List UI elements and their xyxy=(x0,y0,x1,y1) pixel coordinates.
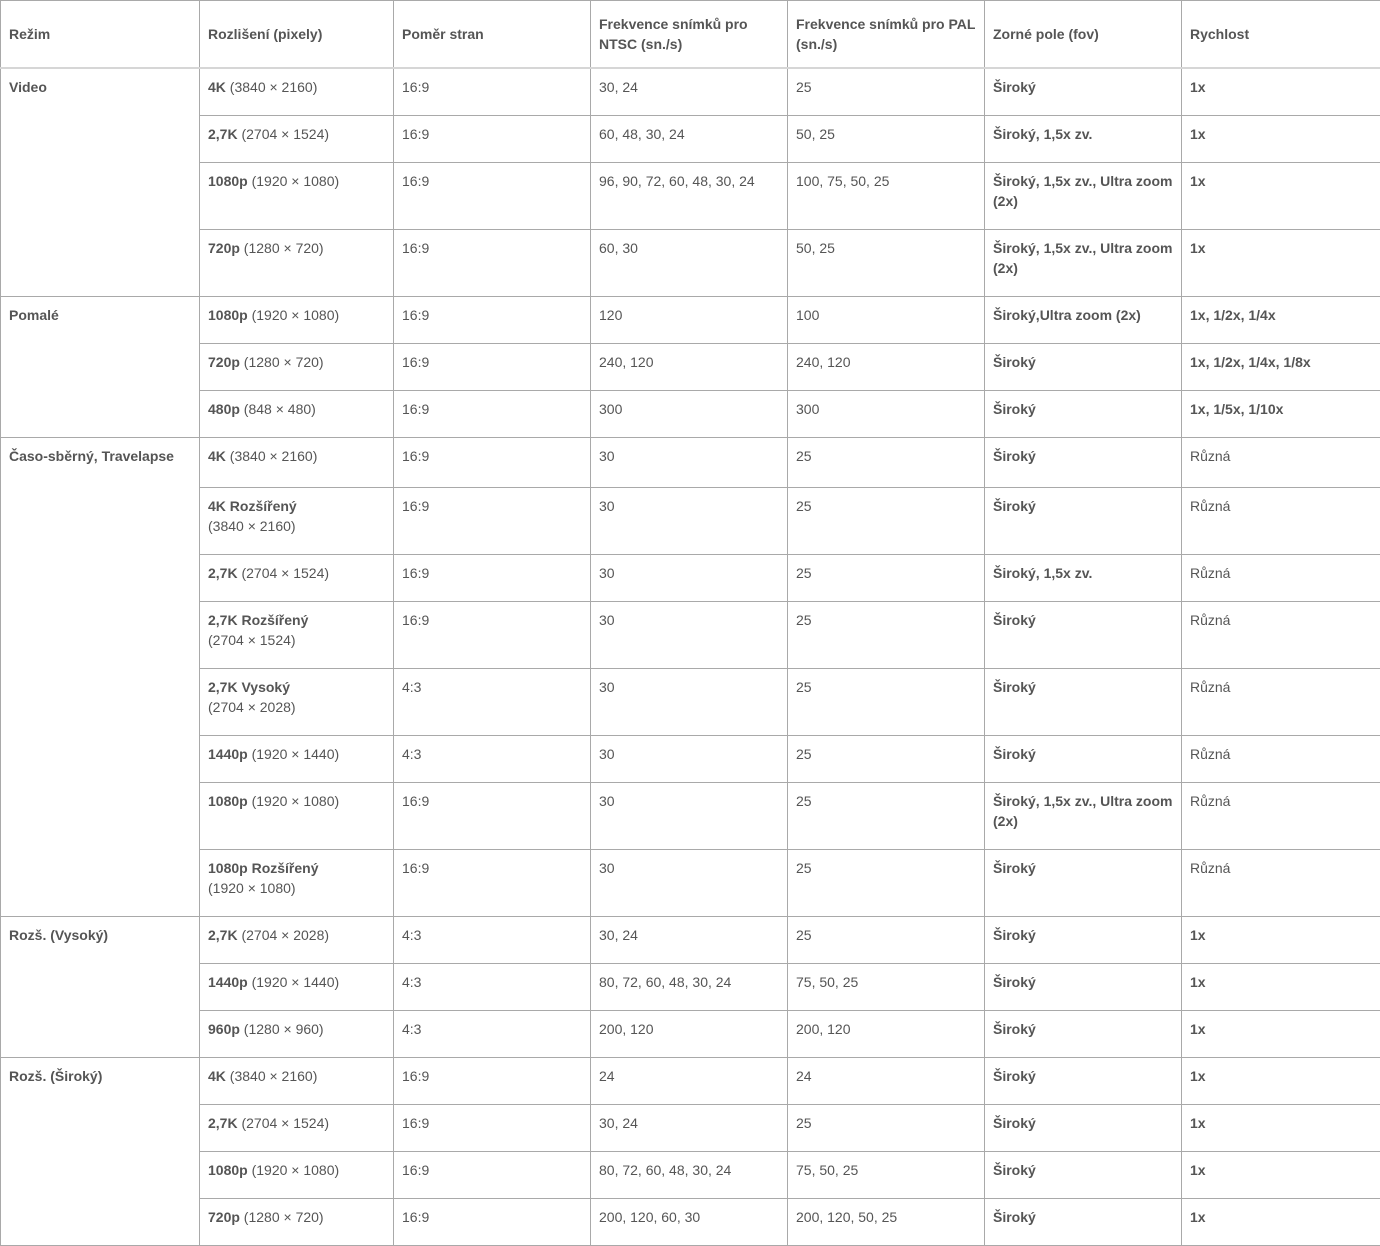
ntsc-fps-cell: 96, 90, 72, 60, 48, 30, 24 xyxy=(591,162,788,229)
ntsc-fps-cell: 30 xyxy=(591,735,788,782)
ntsc-fps-cell: 30 xyxy=(591,849,788,916)
resolution-name: 2,7K xyxy=(208,1114,238,1131)
resolution-cell xyxy=(200,229,394,296)
table-row xyxy=(1,343,1380,390)
header-aspect-ratio: Poměr stran xyxy=(394,1,591,69)
table-row xyxy=(1,115,1380,162)
resolution-name: 2,7K xyxy=(208,125,238,142)
resolution-name: 4K Rozšířený xyxy=(208,497,297,514)
resolution-cell xyxy=(200,343,394,390)
speed-cell: 1x xyxy=(1182,963,1380,1010)
resolution-pixels: (2704 × 1524) xyxy=(237,564,330,581)
ntsc-fps-cell: 240, 120 xyxy=(591,343,788,390)
resolution-name: 720p xyxy=(208,239,240,256)
aspect-ratio-cell: 4:3 xyxy=(394,1010,591,1057)
pal-fps-cell: 75, 50, 25 xyxy=(788,1151,985,1198)
resolution-name: 2,7K xyxy=(208,564,238,581)
resolution-pixels: (1280 × 720) xyxy=(239,1208,324,1225)
pal-fps-cell: 50, 25 xyxy=(788,115,985,162)
table-row xyxy=(1,1198,1380,1245)
resolution-cell xyxy=(200,1104,394,1151)
fov-cell: Široký xyxy=(985,437,1182,487)
aspect-ratio-cell: 4:3 xyxy=(394,916,591,963)
resolution-pixels: (848 × 480) xyxy=(239,400,316,417)
resolution-name: 4K xyxy=(208,1067,226,1084)
ntsc-fps-cell: 80, 72, 60, 48, 30, 24 xyxy=(591,963,788,1010)
resolution-name: 1080p xyxy=(208,306,248,323)
resolution-cell xyxy=(200,668,394,735)
resolution-name: 720p xyxy=(208,353,240,370)
speed-cell: 1x, 1/2x, 1/4x, 1/8x xyxy=(1182,343,1380,390)
resolution-cell xyxy=(200,115,394,162)
table-row xyxy=(1,1010,1380,1057)
speed-cell: Různá xyxy=(1182,601,1380,668)
header-speed: Rychlost xyxy=(1182,1,1380,69)
pal-fps-cell: 75, 50, 25 xyxy=(788,963,985,1010)
fov-cell: Široký, 1,5x zv., Ultra zoom (2x) xyxy=(985,162,1182,229)
resolution-pixels: (2704 × 2028) xyxy=(237,926,330,943)
resolution-cell xyxy=(200,916,394,963)
aspect-ratio-cell: 16:9 xyxy=(394,437,591,487)
resolution-cell xyxy=(200,1151,394,1198)
speed-cell: Různá xyxy=(1182,735,1380,782)
pal-fps-cell: 25 xyxy=(788,782,985,849)
speed-cell: 1x xyxy=(1182,1010,1380,1057)
pal-fps-cell: 240, 120 xyxy=(788,343,985,390)
resolution-pixels: (1920 × 1440) xyxy=(247,745,340,762)
fov-cell: Široký xyxy=(985,849,1182,916)
table-row xyxy=(1,437,1380,487)
table-row xyxy=(1,554,1380,601)
resolution-pixels: (2704 × 1524) xyxy=(237,125,330,142)
resolution-cell xyxy=(200,390,394,437)
speed-cell: 1x xyxy=(1182,916,1380,963)
ntsc-fps-cell: 30 xyxy=(591,487,788,554)
resolution-pixels: (3840 × 2160) xyxy=(225,1067,318,1084)
resolution-pixels: (3840 × 2160) xyxy=(208,517,296,534)
pal-fps-cell: 24 xyxy=(788,1057,985,1104)
pal-fps-cell: 200, 120 xyxy=(788,1010,985,1057)
mode-cell: Pomalé xyxy=(1,296,200,437)
speed-cell: 1x xyxy=(1182,68,1380,115)
resolution-name: 1080p xyxy=(208,1161,248,1178)
aspect-ratio-cell: 4:3 xyxy=(394,963,591,1010)
ntsc-fps-cell: 60, 30 xyxy=(591,229,788,296)
resolution-name: 960p xyxy=(208,1020,240,1037)
ntsc-fps-cell: 30 xyxy=(591,554,788,601)
aspect-ratio-cell: 16:9 xyxy=(394,782,591,849)
header-ntsc-fps: Frekvence snímků pro NTSC (sn./s) xyxy=(591,1,788,69)
resolution-pixels: (1920 × 1080) xyxy=(247,1161,340,1178)
table-row xyxy=(1,735,1380,782)
resolution-cell xyxy=(200,782,394,849)
ntsc-fps-cell: 200, 120 xyxy=(591,1010,788,1057)
ntsc-fps-cell: 60, 48, 30, 24 xyxy=(591,115,788,162)
aspect-ratio-cell: 16:9 xyxy=(394,115,591,162)
pal-fps-cell: 25 xyxy=(788,916,985,963)
fov-cell: Široký xyxy=(985,916,1182,963)
header-pal-fps: Frekvence snímků pro PAL (sn./s) xyxy=(788,1,985,69)
fov-cell: Široký xyxy=(985,1104,1182,1151)
header-mode: Režim xyxy=(1,1,200,69)
resolution-name: 1080p xyxy=(208,792,248,809)
resolution-pixels: (2704 × 1524) xyxy=(208,631,296,648)
fov-cell: Široký xyxy=(985,68,1182,115)
speed-cell: 1x xyxy=(1182,115,1380,162)
pal-fps-cell: 25 xyxy=(788,849,985,916)
ntsc-fps-cell: 30 xyxy=(591,782,788,849)
pal-fps-cell: 25 xyxy=(788,601,985,668)
ntsc-fps-cell: 120 xyxy=(591,296,788,343)
resolution-pixels: (3840 × 2160) xyxy=(225,447,318,464)
fov-cell: Široký, 1,5x zv. xyxy=(985,115,1182,162)
fov-cell: Široký xyxy=(985,1010,1182,1057)
pal-fps-cell: 25 xyxy=(788,487,985,554)
pal-fps-cell: 25 xyxy=(788,437,985,487)
resolution-name: 2,7K xyxy=(208,926,238,943)
resolution-name: 1080p xyxy=(208,172,248,189)
table-row xyxy=(1,668,1380,735)
resolution-pixels: (3840 × 2160) xyxy=(225,79,318,95)
table-row xyxy=(1,296,1380,343)
resolution-cell xyxy=(200,162,394,229)
ntsc-fps-cell: 200, 120, 60, 30 xyxy=(591,1198,788,1245)
table-row xyxy=(1,916,1380,963)
fov-cell: Široký xyxy=(985,735,1182,782)
ntsc-fps-cell: 30 xyxy=(591,668,788,735)
resolution-name: 2,7K Vysoký xyxy=(208,678,290,695)
pal-fps-cell: 100, 75, 50, 25 xyxy=(788,162,985,229)
aspect-ratio-cell: 16:9 xyxy=(394,1198,591,1245)
resolution-cell xyxy=(200,963,394,1010)
header-resolution: Rozlišení (pixely) xyxy=(200,1,394,69)
aspect-ratio-cell: 4:3 xyxy=(394,668,591,735)
aspect-ratio-cell: 16:9 xyxy=(394,1151,591,1198)
table-row xyxy=(1,1151,1380,1198)
pal-fps-cell: 100 xyxy=(788,296,985,343)
speed-cell: Různá xyxy=(1182,849,1380,916)
aspect-ratio-cell: 16:9 xyxy=(394,487,591,554)
resolution-pixels: (1280 × 960) xyxy=(239,1020,324,1037)
resolution-name: 4K xyxy=(208,447,226,464)
aspect-ratio-cell: 16:9 xyxy=(394,554,591,601)
resolution-name: 4K xyxy=(208,79,226,95)
aspect-ratio-cell: 16:9 xyxy=(394,68,591,115)
speed-cell: Různá xyxy=(1182,554,1380,601)
fov-cell: Široký xyxy=(985,343,1182,390)
pal-fps-cell: 25 xyxy=(788,668,985,735)
table-row xyxy=(1,601,1380,668)
resolution-cell xyxy=(200,68,394,115)
table-row xyxy=(1,229,1380,296)
speed-cell: 1x, 1/2x, 1/4x xyxy=(1182,296,1380,343)
fov-cell: Široký xyxy=(985,1198,1182,1245)
speed-cell: 1x xyxy=(1182,1151,1380,1198)
ntsc-fps-cell: 30, 24 xyxy=(591,916,788,963)
mode-cell: Časo-sběrný, Travelapse xyxy=(1,437,200,916)
aspect-ratio-cell: 4:3 xyxy=(394,735,591,782)
pal-fps-cell: 25 xyxy=(788,735,985,782)
speed-cell: Různá xyxy=(1182,487,1380,554)
resolution-cell xyxy=(200,487,394,554)
header-fov: Zorné pole (fov) xyxy=(985,1,1182,69)
resolution-cell xyxy=(200,735,394,782)
pal-fps-cell: 25 xyxy=(788,554,985,601)
table-row xyxy=(1,390,1380,437)
ntsc-fps-cell: 30, 24 xyxy=(591,1104,788,1151)
fov-cell: Široký xyxy=(985,668,1182,735)
speed-cell: Různá xyxy=(1182,668,1380,735)
fov-cell: Široký, 1,5x zv. xyxy=(985,554,1182,601)
table-row xyxy=(1,849,1380,916)
aspect-ratio-cell: 16:9 xyxy=(394,390,591,437)
resolution-cell xyxy=(200,1198,394,1245)
ntsc-fps-cell: 30 xyxy=(591,601,788,668)
fov-cell: Široký, 1,5x zv., Ultra zoom (2x) xyxy=(985,782,1182,849)
ntsc-fps-cell: 24 xyxy=(591,1057,788,1104)
speed-cell: 1x xyxy=(1182,229,1380,296)
resolution-pixels: (2704 × 1524) xyxy=(237,1114,330,1131)
speed-cell: 1x, 1/5x, 1/10x xyxy=(1182,390,1380,437)
mode-cell: Rozš. (Vysoký) xyxy=(1,916,200,1057)
fov-cell: Široký, 1,5x zv., Ultra zoom (2x) xyxy=(985,229,1182,296)
fov-cell: Široký xyxy=(985,1151,1182,1198)
resolution-cell xyxy=(200,554,394,601)
ntsc-fps-cell: 30 xyxy=(591,437,788,487)
aspect-ratio-cell: 16:9 xyxy=(394,1104,591,1151)
table-body xyxy=(1,68,1380,1245)
resolution-cell xyxy=(200,849,394,916)
resolution-pixels: (2704 × 2028) xyxy=(208,698,296,715)
resolution-pixels: (1920 × 1440) xyxy=(247,973,340,990)
resolution-pixels: (1920 × 1080) xyxy=(247,792,340,809)
fov-cell: Široký xyxy=(985,487,1182,554)
ntsc-fps-cell: 80, 72, 60, 48, 30, 24 xyxy=(591,1151,788,1198)
resolution-pixels: (1920 × 1080) xyxy=(247,172,340,189)
table-row xyxy=(1,963,1380,1010)
resolution-cell xyxy=(200,1057,394,1104)
pal-fps-cell: 200, 120, 50, 25 xyxy=(788,1198,985,1245)
table-row xyxy=(1,162,1380,229)
header-row xyxy=(1,1,1380,69)
mode-cell: Rozš. (Široký) xyxy=(1,1057,200,1245)
fov-cell: Široký xyxy=(985,390,1182,437)
resolution-pixels: (1920 × 1080) xyxy=(208,879,296,896)
pal-fps-cell: 25 xyxy=(788,1104,985,1151)
resolution-name: 1080p Rozšířený xyxy=(208,859,319,876)
fov-cell: Široký xyxy=(985,601,1182,668)
resolution-pixels: (1920 × 1080) xyxy=(247,306,340,323)
aspect-ratio-cell: 16:9 xyxy=(394,849,591,916)
table-row xyxy=(1,487,1380,554)
speed-cell: 1x xyxy=(1182,1057,1380,1104)
aspect-ratio-cell: 16:9 xyxy=(394,229,591,296)
resolution-name: 480p xyxy=(208,400,240,417)
mode-cell: Video xyxy=(1,68,200,296)
aspect-ratio-cell: 16:9 xyxy=(394,296,591,343)
resolution-cell xyxy=(200,601,394,668)
resolution-cell xyxy=(200,1010,394,1057)
speed-cell: 1x xyxy=(1182,162,1380,229)
speed-cell: Různá xyxy=(1182,782,1380,849)
fov-cell: Široký,Ultra zoom (2x) xyxy=(985,296,1182,343)
ntsc-fps-cell: 30, 24 xyxy=(591,68,788,115)
table-row xyxy=(1,1104,1380,1151)
resolution-pixels: (1280 × 720) xyxy=(239,353,324,370)
table-row xyxy=(1,68,1380,115)
pal-fps-cell: 300 xyxy=(788,390,985,437)
aspect-ratio-cell: 16:9 xyxy=(394,162,591,229)
speed-cell: 1x xyxy=(1182,1104,1380,1151)
aspect-ratio-cell: 16:9 xyxy=(394,601,591,668)
speed-cell: 1x xyxy=(1182,1198,1380,1245)
fov-cell: Široký xyxy=(985,963,1182,1010)
resolution-cell xyxy=(200,296,394,343)
ntsc-fps-cell: 300 xyxy=(591,390,788,437)
aspect-ratio-cell: 16:9 xyxy=(394,1057,591,1104)
fov-cell: Široký xyxy=(985,1057,1182,1104)
pal-fps-cell: 50, 25 xyxy=(788,229,985,296)
resolution-name: 1440p xyxy=(208,973,248,990)
pal-fps-cell: 25 xyxy=(788,68,985,115)
table-row xyxy=(1,782,1380,849)
table-row xyxy=(1,1057,1380,1104)
resolution-name: 1440p xyxy=(208,745,248,762)
aspect-ratio-cell: 16:9 xyxy=(394,343,591,390)
resolution-name: 2,7K Rozšířený xyxy=(208,611,309,628)
resolution-cell xyxy=(200,437,394,487)
speed-cell: Různá xyxy=(1182,437,1380,487)
resolution-name: 720p xyxy=(208,1208,240,1225)
resolution-pixels: (1280 × 720) xyxy=(239,239,324,256)
